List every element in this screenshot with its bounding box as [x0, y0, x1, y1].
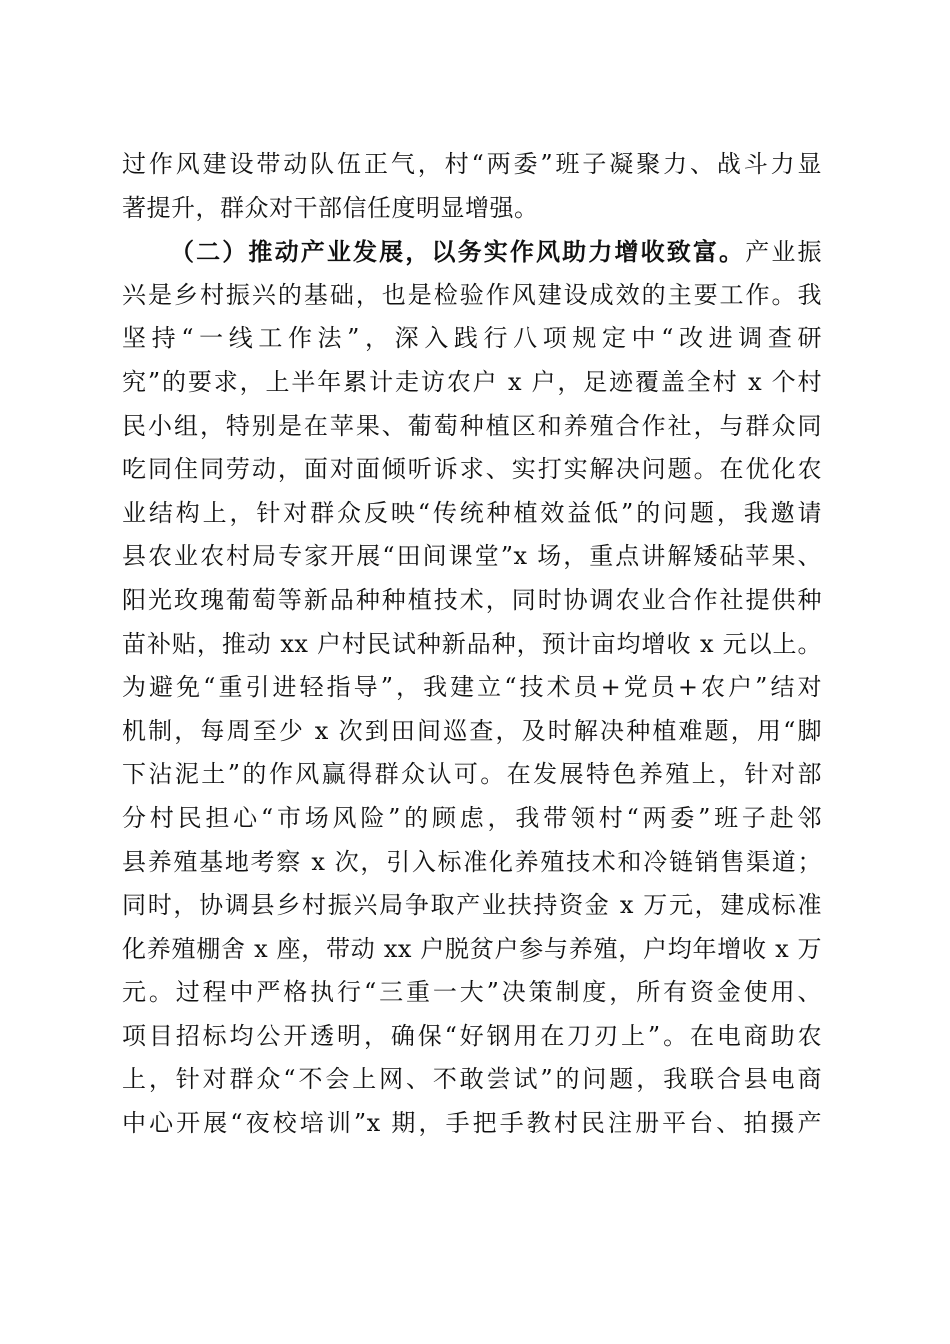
text-line: 同时，协调县乡村振兴局争取产业扶持资金 x 万元，建成标准: [122, 891, 822, 920]
text-line: 坚持“一线工作法”，深入践行八项规定中“改进调查研: [122, 324, 822, 353]
text-line: 分村民担心“市场风险”的顾虑，我带领村“两委”班子赴邻: [122, 803, 822, 832]
text-line: 项目招标均公开透明，确保“好钢用在刀刃上”。在电商助农: [122, 1021, 822, 1050]
document-body: [122, 143, 822, 1146]
text-line: 中心开展“夜校培训”x 期，手把手教村民注册平台、拍摄产: [122, 1109, 822, 1138]
text-line: 民小组，特别是在苹果、葡萄种植区和养殖合作社，与群众同: [122, 411, 822, 440]
text-line: 苗补贴，推动 xx 户村民试种新品种，预计亩均增收 x 元以上。: [122, 629, 822, 658]
text-line: 阳光玫瑰葡萄等新品种种植技术，同时协调农业合作社提供种: [122, 585, 822, 614]
text-fragment: 产业振: [745, 238, 823, 267]
text-line: 为避免“重引进轻指导”，我建立“技术员+党员+农户”结对: [122, 673, 822, 702]
text-line: 下沾泥土”的作风赢得群众认可。在发展特色养殖上，针对部: [122, 760, 822, 789]
text-line: 化养殖棚舍 x 座，带动 xx 户脱贫户参与养殖，户均年增收 x 万: [122, 934, 822, 963]
text-line: 过作风建设带动队伍正气，村“两委”班子凝聚力、战斗力显: [122, 150, 822, 178]
section-heading: （二）推动产业发展，以务实作风助力增收致富。: [170, 237, 746, 267]
text-line: 县农业农村局专家开展“田间课堂”x 场，重点讲解矮砧苹果、: [122, 542, 822, 571]
text-line: 著提升，群众对干部信任度明显增强。: [122, 193, 539, 222]
section-heading-line: [122, 230, 822, 274]
text-line: 机制，每周至少 x 次到田间巡查，及时解决种植难题，用“脚: [122, 716, 822, 745]
text-line: 究”的要求，上半年累计走访农户 x 户，足迹覆盖全村 x 个村: [122, 367, 822, 396]
text-line: 吃同住同劳动，面对面倾听诉求、实打实解决问题。在优化农: [122, 455, 822, 484]
text-line: 业结构上，针对群众反映“传统种植效益低”的问题，我邀请: [122, 498, 822, 527]
text-line: 兴是乡村振兴的基础，也是检验作风建设成效的主要工作。我: [122, 280, 822, 309]
text-line: 县养殖基地考察 x 次，引入标准化养殖技术和冷链销售渠道；: [122, 847, 822, 876]
text-line: 上，针对群众“不会上网、不敢尝试”的问题，我联合县电商: [122, 1065, 822, 1094]
text-line: 元。过程中严格执行“三重一大”决策制度，所有资金使用、: [122, 978, 822, 1007]
